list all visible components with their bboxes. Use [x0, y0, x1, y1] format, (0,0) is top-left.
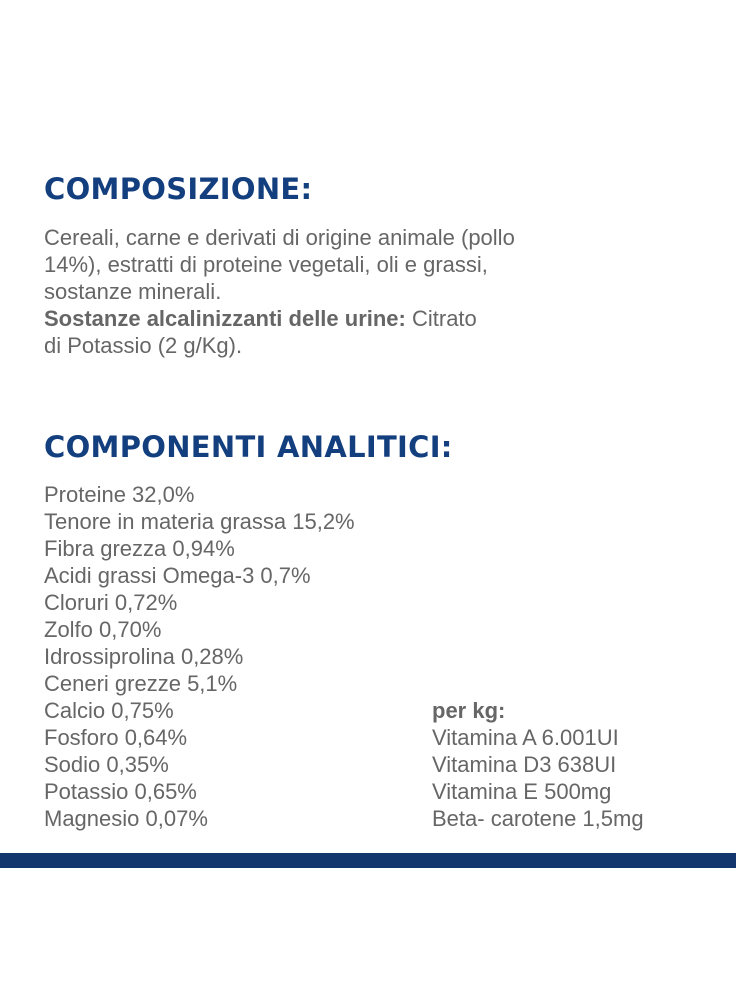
composition-line: Cereali, carne e derivati di origine animale (pollo [44, 225, 515, 250]
list-item: Ceneri grezze 5,1% [44, 671, 238, 696]
list-item: Sodio 0,35% [44, 752, 169, 777]
list-item: Magnesio 0,07% [44, 806, 208, 831]
list-item: Potassio 0,65% [44, 779, 197, 804]
composition-line: di Potassio (2 g/Kg). [44, 333, 243, 358]
vitamin-list [432, 724, 644, 832]
footer-bar [0, 853, 736, 868]
list-item: Cloruri 0,72% [44, 590, 178, 615]
list-item: Acidi grassi Omega-3 0,7% [44, 563, 311, 588]
list-item: Vitamina E 500mg [432, 779, 612, 804]
composition-line: sostanze minerali. [44, 279, 222, 304]
list-item: Beta- carotene 1,5mg [432, 806, 644, 831]
list-item: Tenore in materia grassa 15,2% [44, 509, 355, 534]
alkaline-text: Citrato [405, 306, 477, 331]
analytical-heading: COMPONENTI ANALITICI: [44, 430, 453, 464]
list-item: Fibra grezza 0,94% [44, 536, 235, 561]
list-item: Zolfo 0,70% [44, 617, 162, 642]
list-item: Calcio 0,75% [44, 698, 174, 723]
alkaline-line [44, 305, 714, 332]
per-kg-section [432, 697, 644, 832]
list-item: Fosforo 0,64% [44, 725, 188, 750]
list-item: Idrossiprolina 0,28% [44, 644, 244, 669]
list-item: Vitamina D3 638UI [432, 752, 617, 777]
alkaline-label: Sostanze alcalinizzanti delle urine: [44, 306, 406, 331]
per-kg-title: per kg: [432, 698, 506, 723]
list-item: Proteine 32,0% [44, 482, 195, 507]
list-item: Vitamina A 6.001UI [432, 725, 619, 750]
analytical-list [44, 481, 355, 832]
composition-heading: COMPOSIZIONE: [44, 172, 313, 206]
composition-text [44, 224, 714, 359]
composition-line: 14%), estratti di proteine vegetali, oli e grassi, [44, 252, 488, 277]
